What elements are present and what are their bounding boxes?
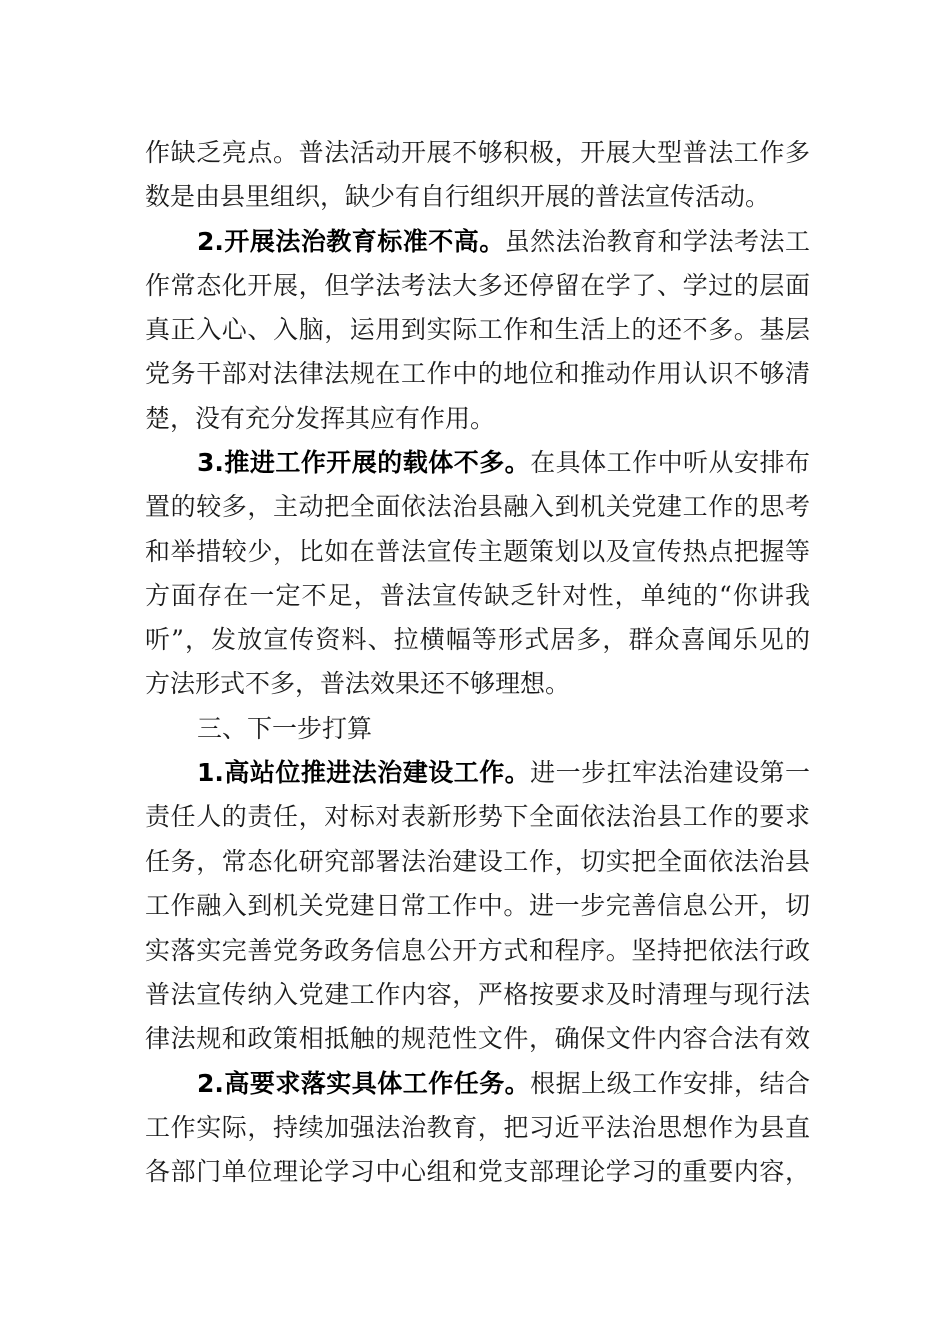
paragraph-line [145,884,810,928]
line-text: 数是由县里组织，缺少有自行组织开展的普法宣传活动。 [145,182,771,211]
paragraph-line [145,308,810,352]
line-text: 作缺乏亮点。普法活动开展不够积极，开展大型普法工作多 [145,138,810,167]
line-text: 方面存在一定不足，普法宣传缺乏针对性，单纯的“你讲我 [145,581,810,610]
paragraph-line [145,929,810,973]
line-text: 方法形式不多，普法效果还不够理想。 [145,669,571,698]
paragraph-line [145,662,810,706]
line-text: 任务，常态化研究部署法治建设工作，切实把全面依法治县 [145,847,810,876]
subheading-label: 2.高要求落实具体工作任务。 [197,1069,531,1098]
line-text: 楚，没有充分发挥其应有作用。 [145,404,496,433]
line-text: 责任人的责任，对标对表新形势下全面依法治县工作的要求 [145,802,810,831]
line-text: 虽然法治教育和学法考法工 [504,227,810,256]
line-text: 置的较多，主动把全面依法治县融入到机关党建工作的思考 [145,492,810,521]
subheading-line [197,1062,810,1106]
line-text: 在具体工作中听从安排布 [530,448,810,477]
line-text: 进一步扛牢法治建设第一 [530,758,810,787]
subheading-line [197,441,810,485]
line-text: 作常态化开展，但学法考法大多还停留在学了、学过的层面 [145,271,810,300]
line-text: 工作实际，持续加强法治教育，把习近平法治思想作为县直 [145,1113,810,1142]
line-text: 真正入心、入脑，运用到实际工作和生活上的还不多。基层 [145,315,810,344]
subheading-label: 1.高站位推进法治建设工作。 [197,758,531,787]
paragraph-line [145,618,810,662]
subheading-line [197,220,810,264]
paragraph-line [145,840,810,884]
line-text: 和举措较少，比如在普法宣传主题策划以及宣传热点把握等 [145,537,810,566]
paragraph-line [145,264,810,308]
section-heading-text: 三、下一步打算 [197,714,373,743]
paragraph-line [145,352,810,396]
line-text: 律法规和政策相抵触的规范性文件，确保文件内容合法有效 [145,1024,810,1053]
subheading-label: 2.开展法治教育标准不高。 [197,227,505,256]
paragraph-line [145,530,810,574]
line-text: 听”，发放宣传资料、拉横幅等形式居多，群众喜闻乐见的 [145,625,810,654]
paragraph-line [145,973,810,1017]
subheading-line [197,751,810,795]
line-text: 普法宣传纳入党建工作内容，严格按要求及时清理与现行法 [145,980,810,1009]
paragraph-line [145,131,810,175]
paragraph-line [145,1106,810,1150]
line-text: 工作融入到机关党建日常工作中。进一步完善信息公开，切 [145,891,810,920]
paragraph-line [145,485,810,529]
section-heading [197,707,810,751]
paragraph-line [145,397,810,441]
paragraph-line [145,795,810,839]
paragraph-line [145,574,810,618]
paragraph-line [145,175,810,219]
line-text: 实落实完善党务政务信息公开方式和程序。坚持把依法行政 [145,936,810,965]
paragraph-line [145,1150,810,1194]
subheading-label: 3.推进工作开展的载体不多。 [197,448,531,477]
line-text: 根据上级工作安排，结合 [530,1069,810,1098]
line-text: 各部门单位理论学习中心组和党支部理论学习的重要内容， [145,1157,810,1186]
line-text: 党务干部对法律法规在工作中的地位和推动作用认识不够清 [145,359,810,388]
paragraph-line [145,1017,810,1061]
